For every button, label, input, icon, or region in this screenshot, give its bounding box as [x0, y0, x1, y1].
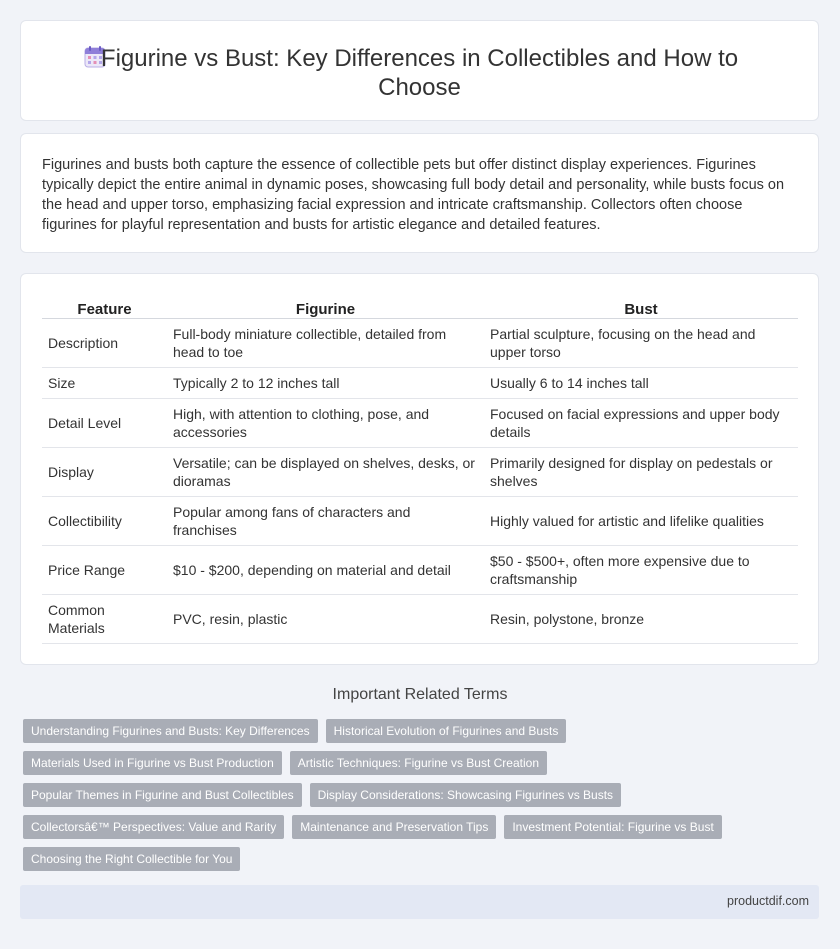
table-header-row [42, 296, 798, 319]
row-feature: Price Range [42, 546, 167, 595]
table-row [42, 368, 798, 399]
row-figurine: Popular among fans of characters and franchises [167, 497, 484, 546]
row-bust: Highly valued for artistic and lifelike qualities [484, 497, 798, 546]
row-figurine: $10 - $200, depending on material and detail [167, 546, 484, 595]
row-bust: Resin, polystone, bronze [484, 595, 798, 644]
intro-card [20, 133, 819, 253]
table-row [42, 319, 798, 368]
header-bust: Bust [484, 296, 798, 319]
table-row [42, 497, 798, 546]
row-bust: Focused on facial expressions and upper body details [484, 399, 798, 448]
header-feature: Feature [42, 296, 167, 319]
row-bust: $50 - $500+, often more expensive due to craftsmanship [484, 546, 798, 595]
related-term-tag[interactable]: Understanding Figurines and Busts: Key Differences [23, 719, 318, 743]
row-bust: Primarily designed for display on pedestals or shelves [484, 448, 798, 497]
row-figurine: High, with attention to clothing, pose, and accessories [167, 399, 484, 448]
footer [20, 885, 819, 919]
related-terms-list [23, 719, 813, 871]
comparison-table [42, 296, 798, 644]
row-figurine: Full-body miniature collectible, detailed from head to toe [167, 319, 484, 368]
page-title: Figurine vs Bust: Key Differences in Collectibles and How to Choose [100, 45, 739, 101]
row-figurine: Versatile; can be displayed on shelves, desks, or dioramas [167, 448, 484, 497]
table-row [42, 546, 798, 595]
row-figurine: PVC, resin, plastic [167, 595, 484, 644]
related-term-tag[interactable]: Display Considerations: Showcasing Figurines vs Busts [310, 783, 621, 807]
comparison-card [20, 273, 819, 665]
row-feature: Size [42, 368, 167, 399]
related-term-tag[interactable]: Historical Evolution of Figurines and Busts [326, 719, 567, 743]
related-term-tag[interactable]: Collectorsâ€™ Perspectives: Value and Rarity [23, 815, 284, 839]
table-row [42, 399, 798, 448]
row-feature: Common Materials [42, 595, 167, 644]
related-term-tag[interactable]: Maintenance and Preservation Tips [292, 815, 496, 839]
table-row [42, 448, 798, 497]
related-term-tag[interactable]: Investment Potential: Figurine vs Bust [504, 815, 721, 839]
header-card [20, 20, 819, 121]
footer-site-link[interactable]: productdif.com [727, 894, 809, 908]
row-feature: Description [42, 319, 167, 368]
row-feature: Detail Level [42, 399, 167, 448]
related-terms-title: Important Related Terms [332, 686, 508, 703]
related-term-tag[interactable]: Materials Used in Figurine vs Bust Production [23, 751, 282, 775]
related-term-tag[interactable]: Popular Themes in Figurine and Bust Collectibles [23, 783, 302, 807]
table-row [42, 595, 798, 644]
row-figurine: Typically 2 to 12 inches tall [167, 368, 484, 399]
related-term-tag[interactable]: Artistic Techniques: Figurine vs Bust Creation [290, 751, 547, 775]
row-feature: Collectibility [42, 497, 167, 546]
row-bust: Partial sculpture, focusing on the head and upper torso [484, 319, 798, 368]
intro-paragraph: Figurines and busts both capture the essence of collectible pets but offer distinct display experiences. Figurines typically depict the entire animal in dynamic poses, showcasing full body detail and personality, while busts focus on the head and upper torso, emphasizing facial expression and intricate craftsmanship. Collectors often choose figurines for playful representation and busts for artistic elegance and detailed features. [42, 157, 785, 233]
related-term-tag[interactable]: Choosing the Right Collectible for You [23, 847, 240, 871]
header-figurine: Figurine [167, 296, 484, 319]
row-feature: Display [42, 448, 167, 497]
row-bust: Usually 6 to 14 inches tall [484, 368, 798, 399]
